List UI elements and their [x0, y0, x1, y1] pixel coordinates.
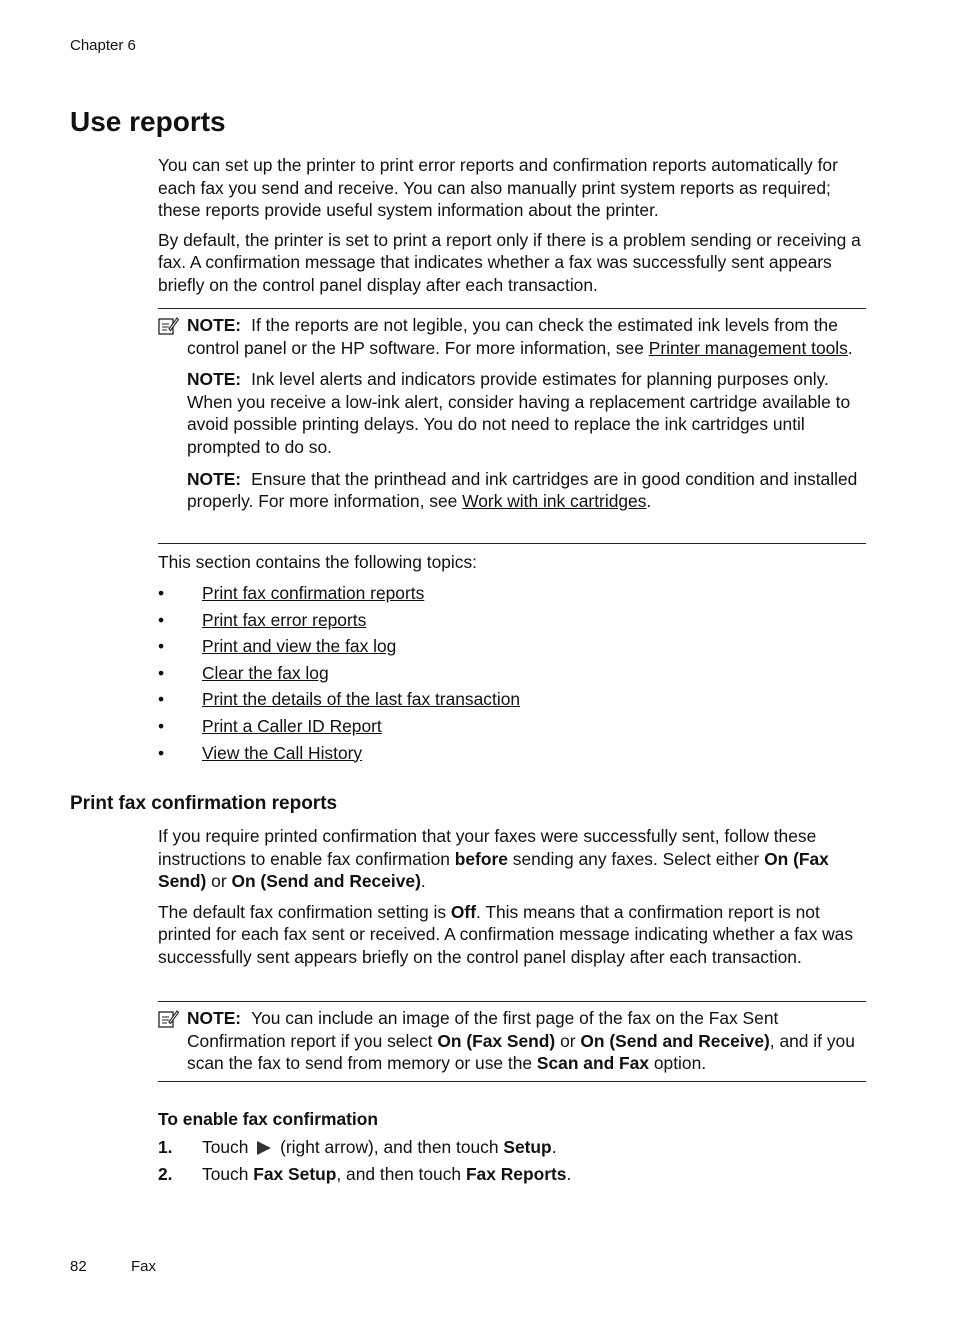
- bullet: •: [158, 742, 165, 763]
- printer-management-tools-link[interactable]: Printer management tools: [648, 337, 848, 358]
- list-item: [158, 686, 520, 713]
- note2-top-divider: [158, 1001, 866, 1002]
- bullet: •: [158, 689, 165, 710]
- note-label: NOTE:: [187, 468, 242, 489]
- list-item: [158, 580, 520, 607]
- list-item: [158, 660, 520, 687]
- note-icon: [157, 315, 179, 337]
- bullet: •: [158, 715, 165, 736]
- step-2: 2. Touch Fax Setup, and then touch Fax Reports.: [158, 1164, 572, 1184]
- note-icon: [157, 1008, 179, 1030]
- bullet: •: [158, 636, 165, 657]
- note-4: NOTE: You can include an image of the first page of the fax on the Fax Sent Confirmation report if you select On (Fax Send) or On (Send and Receive), and if you scan the fax to send from memory or use the Scan and Fax option.: [187, 1008, 855, 1074]
- note-1: NOTE: If the reports are not legible, you can check the estimated ink levels from the control panel or the HP software. For more information, see Printer management tools.: [187, 315, 853, 358]
- bullet: •: [158, 583, 165, 603]
- bullet: •: [158, 609, 165, 630]
- section-paragraph-2: The default fax confirmation setting is Off. This means that a confirmation report is not printed for each fax sent or received. A confirmation message indicating whether a fax was successfully sent appears briefly on the control panel display after each transaction.: [158, 901, 854, 967]
- note2-block: [187, 1007, 867, 1084]
- topic-link-fax-log[interactable]: Print and view the fax log: [202, 636, 397, 657]
- page-number: 82: [70, 1258, 87, 1275]
- intro-paragraph-2: By default, the printer is set to print a report only if there is a problem sending or receiving a fax. A confirmation message that indicates whether a fax was successfully sent appears briefly on the control panel display after each transaction.: [158, 229, 861, 295]
- note-top-divider: [158, 308, 866, 309]
- note-3: NOTE: Ensure that the printhead and ink cartridges are in good condition and installed properly. For more information, see Work with ink cartridges.: [187, 468, 858, 512]
- note-label: NOTE:: [187, 315, 242, 335]
- note-label: NOTE:: [187, 369, 242, 390]
- topic-link-fax-confirmation[interactable]: Print fax confirmation reports: [202, 583, 425, 603]
- work-with-ink-cartridges-link[interactable]: Work with ink cartridges: [462, 491, 647, 512]
- section-heading: Print fax confirmation reports: [70, 793, 338, 814]
- topics-list: [158, 580, 520, 766]
- topics-intro: This section contains the following topics:: [158, 552, 477, 572]
- step-1: 1. Touch (right arrow), and then touch Setup.: [158, 1137, 557, 1157]
- procedure-title: To enable fax confirmation: [158, 1109, 378, 1129]
- list-item: [158, 633, 520, 660]
- notes-block: [187, 314, 867, 522]
- right-arrow-icon: [257, 1141, 271, 1155]
- topic-link-fax-error[interactable]: Print fax error reports: [202, 609, 367, 630]
- page-title: Use reports: [70, 106, 226, 137]
- procedure-steps: [158, 1135, 571, 1189]
- list-item: [158, 607, 520, 634]
- list-item: [158, 713, 520, 740]
- chapter-header: Chapter 6: [70, 37, 136, 54]
- note-label: NOTE:: [187, 1008, 242, 1028]
- topic-link-caller-id[interactable]: Print a Caller ID Report: [202, 715, 382, 736]
- list-item: [158, 740, 520, 767]
- topic-link-clear-fax-log[interactable]: Clear the fax log: [202, 662, 329, 683]
- intro-text: [158, 154, 870, 297]
- footer-section: Fax: [131, 1258, 157, 1275]
- section-text: [158, 825, 870, 969]
- topic-link-last-transaction[interactable]: Print the details of the last fax transaction: [202, 689, 521, 710]
- note-2: NOTE: Ink level alerts and indicators provide estimates for planning purposes only. When you receive a low-ink alert, consider having a replacement cartridge available to avoid possible printing delays. You do not need to replace the ink cartridges until prompted to do so.: [187, 369, 851, 457]
- intro-paragraph-1: You can set up the printer to print error reports and confirmation reports automatically for each fax you send and receive. You can also manually print system reports as required; these reports provide useful system information about the printer.: [158, 155, 838, 221]
- bullet: •: [158, 662, 165, 683]
- note-bottom-divider: [158, 543, 866, 544]
- note2-bottom-divider: [158, 1081, 866, 1082]
- section-paragraph-1: If you require printed confirmation that your faxes were successfully sent, follow these instructions to enable fax confirmation before sending any faxes. Select either On (Fax Send) or On (Send and Receive).: [158, 826, 829, 892]
- topic-link-call-history[interactable]: View the Call History: [202, 742, 363, 763]
